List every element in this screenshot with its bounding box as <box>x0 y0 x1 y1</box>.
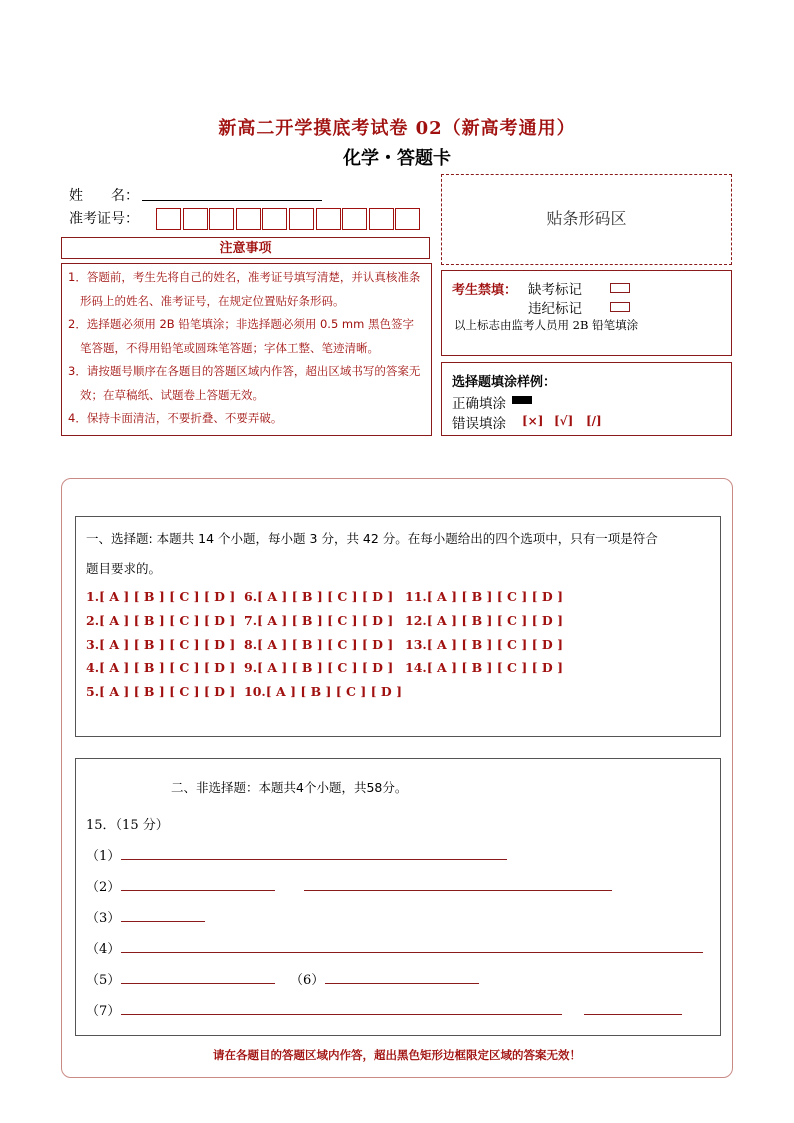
page-subtitle: 化学・答题卡 <box>343 148 451 169</box>
violation-mark-box[interactable] <box>610 302 630 312</box>
choice-row[interactable]: 4.[ A ] [ B ] [ C ] [ D ] <box>86 660 236 675</box>
exam-id-label: 准考证号： <box>69 211 139 227</box>
id-digit-box[interactable] <box>209 208 234 230</box>
barcode-label: 贴条形码区 <box>546 209 627 228</box>
sample-box <box>441 362 732 436</box>
wrong-mark-check: [√] <box>554 414 574 428</box>
id-digit-box[interactable] <box>156 208 181 230</box>
sub-4-label: （4） <box>86 942 121 957</box>
forbid-note: 以上标志由监考人员用 2B 铅笔填涂 <box>454 318 639 332</box>
choice-row[interactable]: 14.[ A ] [ B ] [ C ] [ D ] <box>405 660 563 675</box>
notice-item: 4．保持卡面清洁，不要折叠、不要弄破。 <box>68 411 283 425</box>
id-digit-box[interactable] <box>262 208 287 230</box>
notice-item: 2．选择题必须用 2B 铅笔填涂；非选择题必须用 0.5 mm 黑色签字笔答题，不得用铅笔或圆珠笔答题；字体工整、笔迹清晰。 <box>68 317 414 355</box>
page-title: 新高二开学摸底考试卷 02（新高考通用） <box>218 118 576 139</box>
notice-box <box>61 263 432 436</box>
id-digit-box[interactable] <box>236 208 261 230</box>
answer-line-3[interactable] <box>121 921 205 922</box>
footer-warning: 请在各题目的答题区域内作答，超出黑色矩形边框限定区域的答案无效！ <box>213 1048 581 1062</box>
correct-label: 正确填涂 <box>452 396 506 412</box>
section-nonchoice <box>75 758 721 1036</box>
section-choice <box>75 516 721 737</box>
absent-label: 缺考标记 <box>528 282 582 298</box>
sub-5-label: （5） <box>86 973 121 988</box>
answer-line-7a[interactable] <box>121 1014 562 1015</box>
exam-id-boxes[interactable] <box>156 208 422 230</box>
wrong-label: 错误填涂 <box>452 416 506 432</box>
choice-row[interactable]: 3.[ A ] [ B ] [ C ] [ D ] <box>86 637 236 652</box>
choice-row[interactable]: 8.[ A ] [ B ] [ C ] [ D ] <box>244 637 394 652</box>
answer-line-6[interactable] <box>325 983 479 984</box>
id-digit-box[interactable] <box>316 208 341 230</box>
forbid-label: 考生禁填： <box>452 283 518 298</box>
choice-row[interactable]: 1.[ A ] [ B ] [ C ] [ D ] <box>86 589 236 604</box>
answer-line-5[interactable] <box>121 983 275 984</box>
choice-row[interactable]: 6.[ A ] [ B ] [ C ] [ D ] <box>244 589 394 604</box>
id-digit-box[interactable] <box>369 208 394 230</box>
sub-2-label: （2） <box>86 880 121 895</box>
id-digit-box[interactable] <box>342 208 367 230</box>
name-label: 姓 名： <box>69 188 139 204</box>
forbid-box <box>441 270 732 356</box>
wrong-mark-x: [×] <box>522 414 544 428</box>
notice-item: 3．请按题号顺序在各题目的答题区域内作答，超出区域书写的答案无效；在草稿纸、试题卷上答题无效。 <box>68 364 421 402</box>
filled-mark <box>512 396 532 404</box>
sub-1-label: （1） <box>86 849 121 864</box>
sub-7-label: （7） <box>86 1004 121 1019</box>
wrong-mark-slash: [/] <box>586 414 602 428</box>
answer-line-7b[interactable] <box>584 1014 682 1015</box>
choice-row[interactable]: 5.[ A ] [ B ] [ C ] [ D ] <box>86 684 236 699</box>
section1-intro-2: 题目要求的。 <box>86 561 162 576</box>
answer-line-2a[interactable] <box>121 890 275 891</box>
choice-row[interactable]: 11.[ A ] [ B ] [ C ] [ D ] <box>405 589 563 604</box>
sub-3-label: （3） <box>86 911 121 926</box>
answer-line-2b[interactable] <box>304 890 612 891</box>
id-digit-box[interactable] <box>289 208 314 230</box>
section2-intro: 二、非选择题：本题共4个小题，共58分。 <box>171 780 408 795</box>
violation-label: 违纪标记 <box>528 301 582 317</box>
id-digit-box[interactable] <box>183 208 208 230</box>
barcode-area <box>441 174 732 265</box>
answer-line-4[interactable] <box>121 952 703 953</box>
answer-line-1[interactable] <box>121 859 507 860</box>
notice-item: 1．答题前，考生先将自己的姓名，准考证号填写清楚，并认真核准条形码上的姓名、准考证号，在规定位置贴好条形码。 <box>68 270 421 308</box>
name-field[interactable] <box>142 200 322 201</box>
choice-row[interactable]: 12.[ A ] [ B ] [ C ] [ D ] <box>405 613 563 628</box>
sub-6-label: （6） <box>290 973 325 988</box>
choice-row[interactable]: 7.[ A ] [ B ] [ C ] [ D ] <box>244 613 394 628</box>
section1-intro: 一、选择题: 本题共 14 个小题，每小题 3 分，共 42 分。在每小题给出的四个选项中，只有一项是符合 <box>86 531 658 546</box>
choice-row[interactable]: 2.[ A ] [ B ] [ C ] [ D ] <box>86 613 236 628</box>
id-digit-box[interactable] <box>395 208 420 230</box>
choice-row[interactable]: 13.[ A ] [ B ] [ C ] [ D ] <box>405 637 563 652</box>
choice-row[interactable]: 9.[ A ] [ B ] [ C ] [ D ] <box>244 660 394 675</box>
choice-row[interactable]: 10.[ A ] [ B ] [ C ] [ D ] <box>244 684 402 699</box>
question-15-label: 15．（15 分） <box>86 818 169 833</box>
notice-title: 注意事项 <box>61 237 430 259</box>
sample-title: 选择题填涂样例： <box>452 375 557 390</box>
absent-mark-box[interactable] <box>610 283 630 293</box>
